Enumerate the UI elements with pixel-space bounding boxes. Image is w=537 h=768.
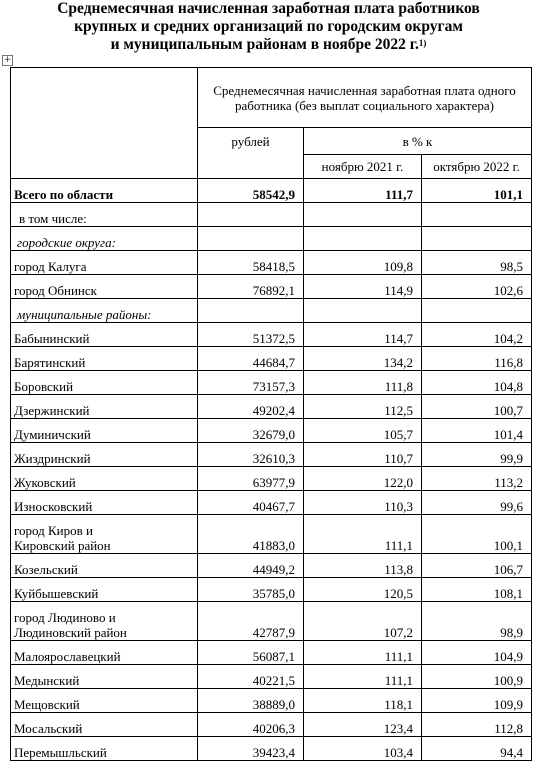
- table-row: [11, 251, 532, 275]
- table-row: [11, 443, 532, 467]
- row-pct-oct-2022: 104,8: [422, 371, 532, 395]
- empty-cell: [422, 203, 532, 227]
- empty-cell: [422, 299, 532, 323]
- header-rubles: рублей: [198, 128, 304, 179]
- including-label: в том числе:: [11, 203, 198, 227]
- row-name-line-2: Людиновский район: [14, 625, 127, 640]
- row-pct-oct-2022: 116,8: [422, 347, 532, 371]
- row-rubles: 63977,9: [198, 467, 304, 491]
- row-name: Жиздринский: [11, 443, 198, 467]
- row-pct-oct-2022: 99,6: [422, 491, 532, 515]
- empty-cell: [198, 299, 304, 323]
- row-pct-oct-2022: 94,4: [422, 737, 532, 761]
- row-pct-nov-2021: 120,5: [304, 578, 422, 602]
- row-rubles: 44684,7: [198, 347, 304, 371]
- row-name: Боровский: [11, 371, 198, 395]
- table-row: [11, 371, 532, 395]
- row-rubles: 76892,1: [198, 275, 304, 299]
- row-name: Козельский: [11, 554, 198, 578]
- header-nov-2021: ноябрю 2021 г.: [304, 155, 422, 179]
- row-pct-nov-2021: 112,5: [304, 395, 422, 419]
- row-pct-oct-2022: 106,7: [422, 554, 532, 578]
- row-pct-nov-2021: 111,8: [304, 371, 422, 395]
- empty-cell: [304, 299, 422, 323]
- row-pct-nov-2021: 122,0: [304, 467, 422, 491]
- row-rubles: 39423,4: [198, 737, 304, 761]
- title-line-3-text: и муниципальным районам в ноябре 2022 г.: [110, 36, 419, 53]
- row-pct-oct-2022: 112,8: [422, 713, 532, 737]
- municipal-label: муниципальные районы:: [11, 299, 198, 323]
- row-name: Куйбышевский: [11, 578, 198, 602]
- row-pct-nov-2021: 114,7: [304, 323, 422, 347]
- row-pct-oct-2022: 108,1: [422, 578, 532, 602]
- title-line-2: крупных и средних организаций по городским округам: [74, 18, 463, 35]
- row-pct-nov-2021: 111,1: [304, 665, 422, 689]
- empty-cell: [422, 227, 532, 251]
- urban-label-row: [11, 227, 532, 251]
- row-rubles: 44949,2: [198, 554, 304, 578]
- row-name-line-2: Кировский район: [14, 538, 111, 553]
- row-name: Мещовский: [11, 689, 198, 713]
- row-pct-oct-2022: 104,9: [422, 641, 532, 665]
- table-row: [11, 602, 532, 641]
- table-move-handle-icon[interactable]: +: [3, 55, 12, 65]
- empty-cell: [304, 227, 422, 251]
- row-pct-oct-2022: 102,6: [422, 275, 532, 299]
- row-name-line-1: город Людиново и: [14, 610, 116, 625]
- row-pct-oct-2022: 98,5: [422, 251, 532, 275]
- total-row: [11, 179, 532, 203]
- table-row: [11, 578, 532, 602]
- row-name: Бабынинский: [11, 323, 198, 347]
- row-pct-oct-2022: 104,2: [422, 323, 532, 347]
- title-line-3: [0, 36, 537, 54]
- table-row: [11, 347, 532, 371]
- row-pct-nov-2021: 110,7: [304, 443, 422, 467]
- row-pct-oct-2022: 100,7: [422, 395, 532, 419]
- row-rubles: 41883,0: [198, 515, 304, 554]
- table-row: [11, 689, 532, 713]
- row-pct-nov-2021: 114,9: [304, 275, 422, 299]
- row-name: [11, 602, 198, 641]
- row-pct-nov-2021: 134,2: [304, 347, 422, 371]
- header-percent-to: в % к: [304, 128, 532, 155]
- table-row: [11, 419, 532, 443]
- footnote-mark: 1): [418, 38, 427, 48]
- table-row: [11, 515, 532, 554]
- table-row: [11, 665, 532, 689]
- row-pct-oct-2022: 99,9: [422, 443, 532, 467]
- row-pct-oct-2022: 113,2: [422, 467, 532, 491]
- total-name: Всего по области: [11, 179, 198, 203]
- row-pct-nov-2021: 113,8: [304, 554, 422, 578]
- row-rubles: 32610,3: [198, 443, 304, 467]
- header-oct-2022: октябрю 2022 г.: [422, 155, 532, 179]
- municipal-label-row: [11, 299, 532, 323]
- row-rubles: 51372,5: [198, 323, 304, 347]
- row-pct-oct-2022: 100,1: [422, 515, 532, 554]
- table-row: [11, 323, 532, 347]
- row-pct-nov-2021: 110,3: [304, 491, 422, 515]
- row-name: город Обнинск: [11, 275, 198, 299]
- total-nov: 111,7: [304, 179, 422, 203]
- row-rubles: 40221,5: [198, 665, 304, 689]
- table-row: [11, 275, 532, 299]
- empty-cell: [198, 227, 304, 251]
- row-name: Мосальский: [11, 713, 198, 737]
- row-rubles: 38889,0: [198, 689, 304, 713]
- page-title: [0, 0, 537, 54]
- header-blank-cell: [11, 68, 198, 179]
- header-main: Среднемесячная начисленная заработная плата одного работника (без выплат социального характера): [198, 68, 532, 128]
- row-name: Барятинский: [11, 347, 198, 371]
- table-row: [11, 641, 532, 665]
- row-rubles: 49202,4: [198, 395, 304, 419]
- row-name: город Калуга: [11, 251, 198, 275]
- row-name: [11, 515, 198, 554]
- total-rub: 58542,9: [198, 179, 304, 203]
- row-pct-nov-2021: 109,8: [304, 251, 422, 275]
- row-pct-nov-2021: 118,1: [304, 689, 422, 713]
- row-name: Думиничский: [11, 419, 198, 443]
- row-rubles: 35785,0: [198, 578, 304, 602]
- row-rubles: 40467,7: [198, 491, 304, 515]
- row-name: Износковский: [11, 491, 198, 515]
- row-name: Жуковский: [11, 467, 198, 491]
- empty-cell: [304, 203, 422, 227]
- row-rubles: 56087,1: [198, 641, 304, 665]
- row-rubles: 40206,3: [198, 713, 304, 737]
- row-pct-nov-2021: 111,1: [304, 515, 422, 554]
- row-pct-nov-2021: 103,4: [304, 737, 422, 761]
- row-pct-oct-2022: 109,9: [422, 689, 532, 713]
- table-row: [11, 554, 532, 578]
- salary-table: [10, 67, 532, 761]
- urban-label: городские округа:: [11, 227, 198, 251]
- row-pct-nov-2021: 107,2: [304, 602, 422, 641]
- row-name: Медынский: [11, 665, 198, 689]
- total-oct: 101,1: [422, 179, 532, 203]
- row-name-line-1: город Киров и: [14, 523, 93, 538]
- table-row: [11, 737, 532, 761]
- row-rubles: 73157,3: [198, 371, 304, 395]
- table-row: [11, 467, 532, 491]
- row-name: Дзержинский: [11, 395, 198, 419]
- row-pct-oct-2022: 100,9: [422, 665, 532, 689]
- row-pct-nov-2021: 123,4: [304, 713, 422, 737]
- table-row: [11, 395, 532, 419]
- row-rubles: 32679,0: [198, 419, 304, 443]
- table-row: [11, 713, 532, 737]
- empty-cell: [198, 203, 304, 227]
- row-pct-nov-2021: 111,1: [304, 641, 422, 665]
- row-pct-oct-2022: 98,9: [422, 602, 532, 641]
- table-row: [11, 491, 532, 515]
- including-row: [11, 203, 532, 227]
- row-pct-oct-2022: 101,4: [422, 419, 532, 443]
- row-rubles: 58418,5: [198, 251, 304, 275]
- row-name: Малоярославецкий: [11, 641, 198, 665]
- row-rubles: 42787,9: [198, 602, 304, 641]
- row-pct-nov-2021: 105,7: [304, 419, 422, 443]
- row-name: Перемышльский: [11, 737, 198, 761]
- title-line-1: Среднемесячная начисленная заработная плата работников: [57, 0, 480, 17]
